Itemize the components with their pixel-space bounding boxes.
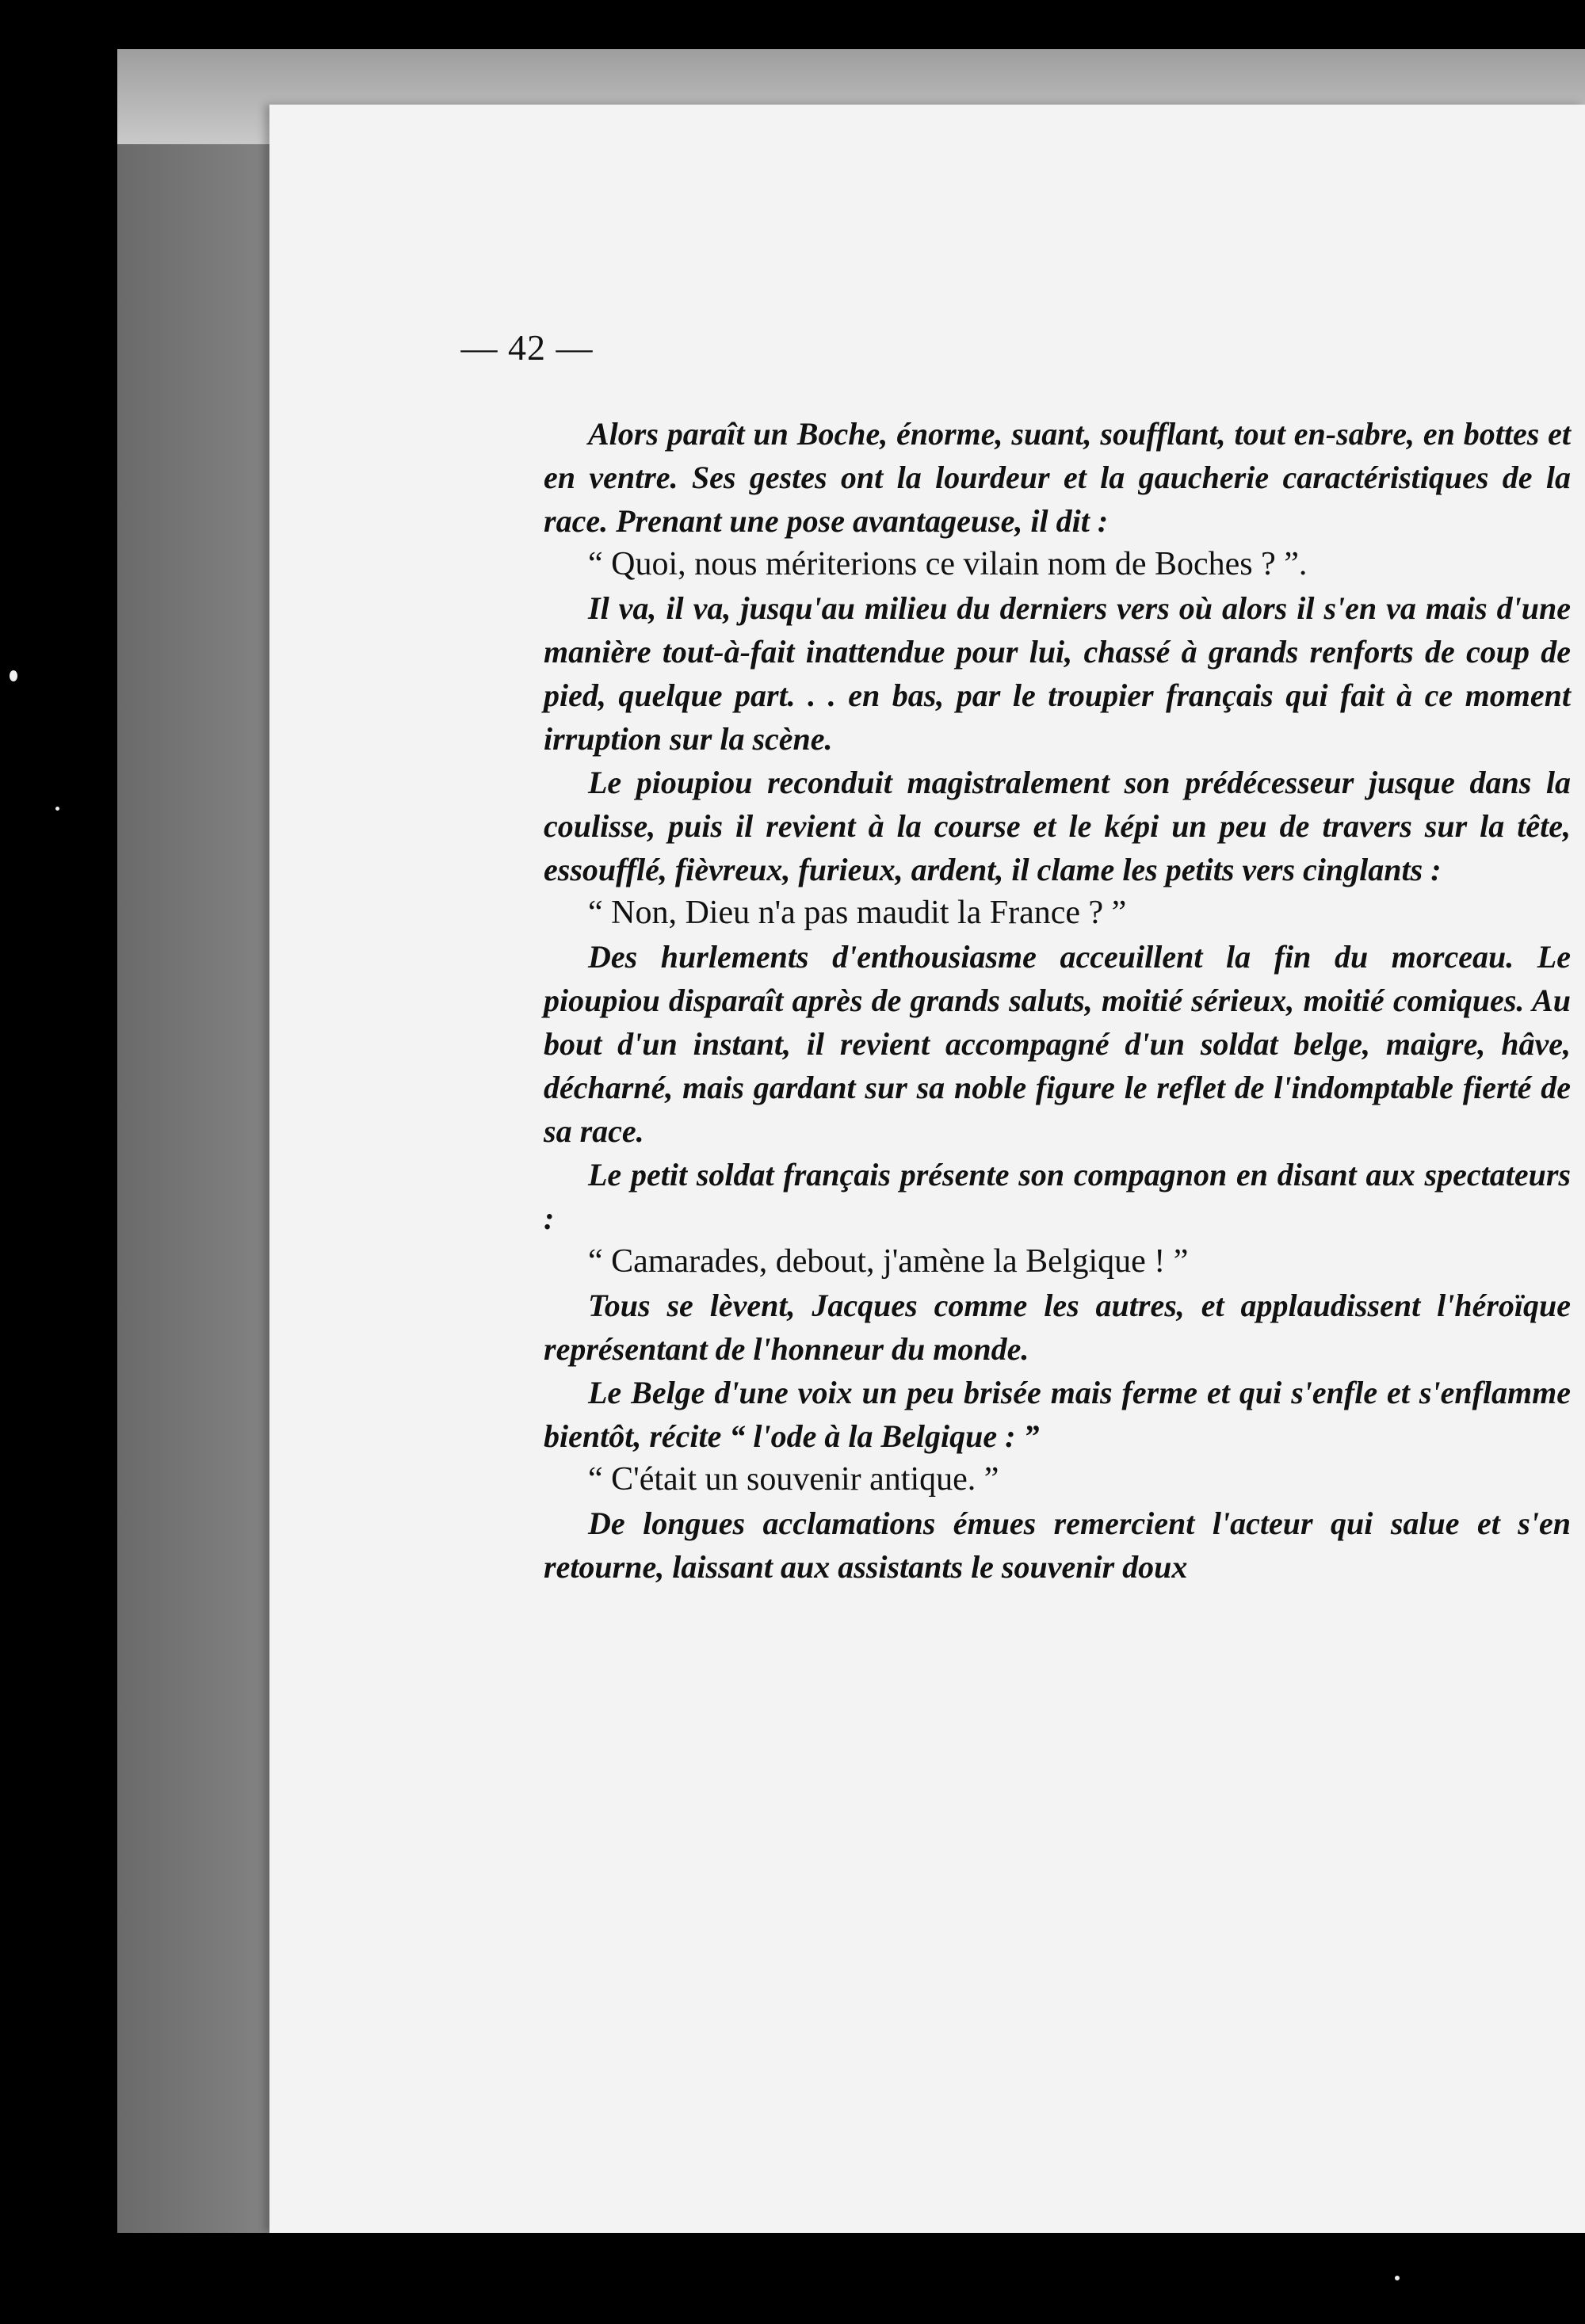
scan-speck	[10, 670, 17, 681]
quote-line: “ C'était un souvenir antique. ”	[588, 1461, 999, 1498]
paragraph: De longues acclamations émues remercient l'acteur qui salue et s'en retourne, laissant aux assistants le souvenir doux	[544, 1505, 1571, 1585]
scan-speck	[1395, 2276, 1400, 2280]
paragraph: Tous se lèvent, Jacques comme les autres, et applaudissent l'héroïque représentant de l'honneur du monde.	[544, 1288, 1571, 1367]
paragraph: Le pioupiou reconduit magistralement son prédécesseur jusque dans la coulisse, puis il revient à la course et le képi un peu de travers sur la tête, essoufflé, fièvreux, furieux, ardent, il clame les petits vers cinglants :	[544, 765, 1571, 887]
quote-line: “ Non, Dieu n'a pas maudit la France ? ”	[588, 895, 1127, 931]
scan-speck	[55, 807, 59, 811]
paragraph: Le Belge d'une voix un peu brisée mais ferme et qui s'enfle et s'enflamme bientôt, récite “ l'ode à la Belgique : ”	[544, 1375, 1571, 1454]
quote-line: “ Quoi, nous mériterions ce vilain nom de Boches ? ”.	[588, 546, 1308, 582]
paragraph: Alors paraît un Boche, énorme, suant, soufflant, tout en‑sabre, en bottes et en ventre. Ses gestes ont la lourdeur et la gaucherie caractéristiques de la race. Prenant une pose avantageuse, il dit :	[544, 416, 1571, 539]
page-text	[544, 412, 1571, 1589]
paragraph: Des hurlements d'enthousiasme acceuillent la fin du morceau. Le pioupiou disparaît après de grands saluts, moitié sérieux, moitié comiques. Au bout d'un instant, il revient accompagné d'un soldat belge, maigre, hâve, décharné, mais gardant sur sa noble figure le reflet de l'indomptable fierté de sa race.	[544, 939, 1571, 1149]
page-number: — 42 —	[460, 327, 594, 368]
paragraph: Le petit soldat français présente son compagnon en disant aux spectateurs :	[544, 1157, 1571, 1236]
quote-line: “ Camarades, debout, j'amène la Belgique ! ”	[588, 1243, 1189, 1280]
paragraph: Il va, il va, jusqu'au milieu du derniers vers où alors il s'en va mais d'une manière tout-à-fait inattendue pour lui, chassé à grands renforts de coup de pied, quelque part. . . en bas, par le troupier français qui fait à ce moment irruption sur la scène.	[544, 590, 1571, 757]
